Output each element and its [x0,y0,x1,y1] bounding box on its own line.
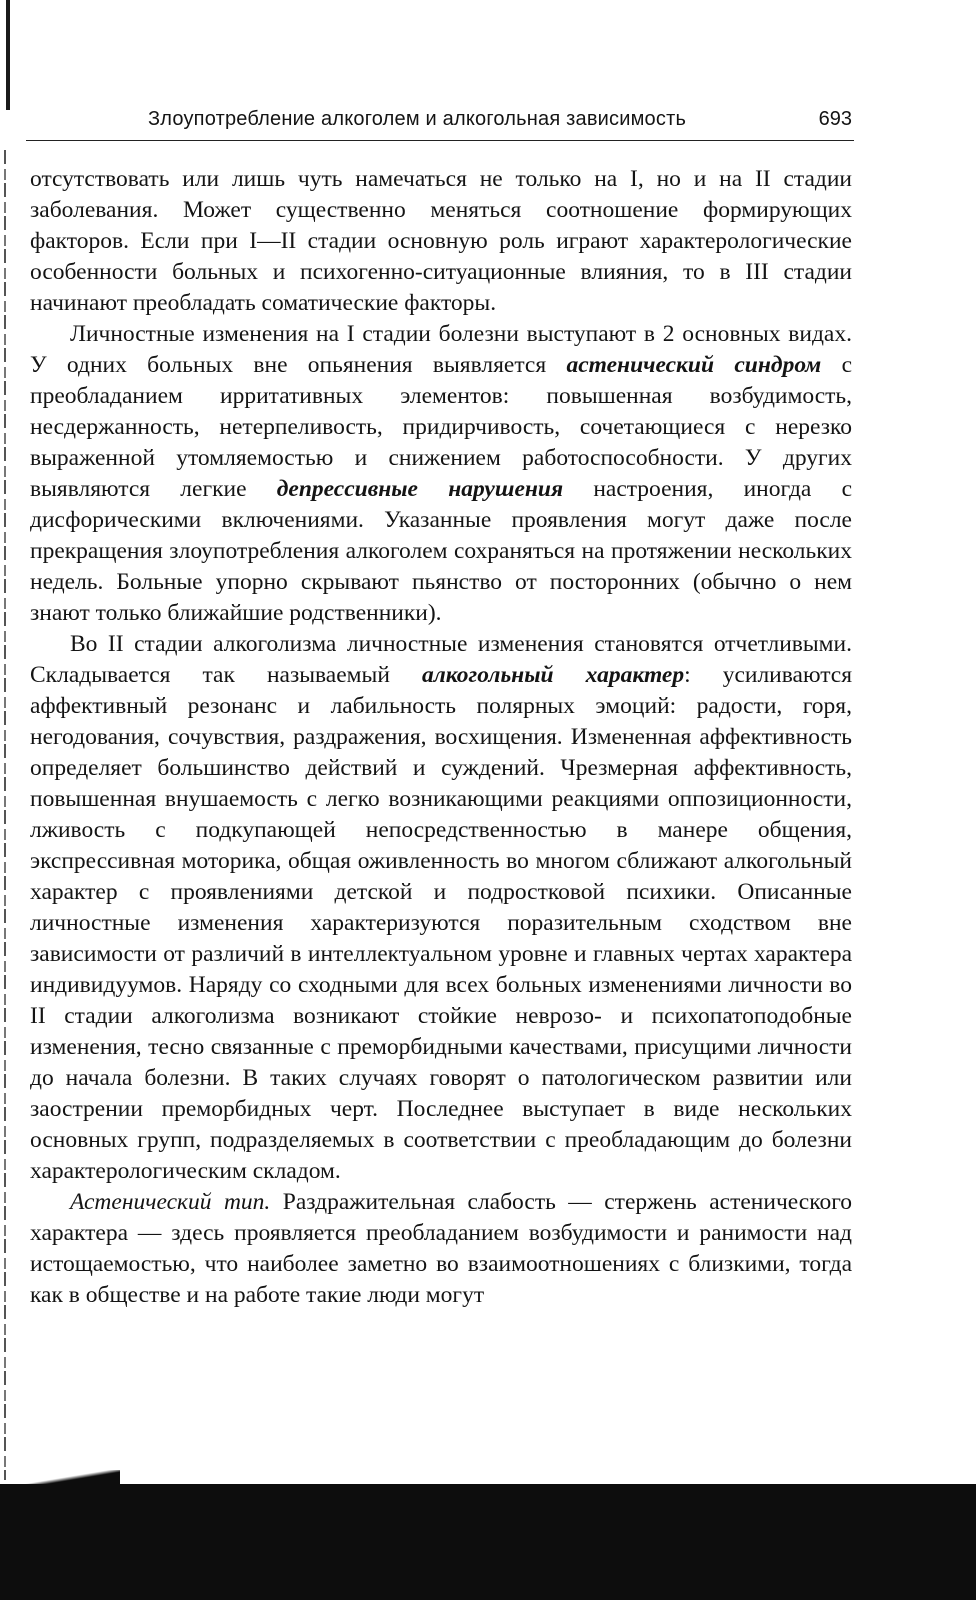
scan-binding-shadow [4,150,6,1480]
paragraph-text: с преобладанием ирритативных элементов: повышенная возбудимость, несдержанность, нетерпеливость, придирчивость, сочетающиеся с нерезко выраженной утомляемостью и снижением работоспособности. У других выявляются легкие [30,352,853,502]
scan-bottom-shadow [0,1484,976,1600]
paragraph-text: Во II стадии алкоголизма личностные изменения становятся отчетливыми. Складывается так называемый [30,631,852,688]
term-depressive-disorders: депрессивные нарушения [276,476,564,502]
term-asthenic-syndrome: астенический синдром [566,352,822,378]
page-number: 693 [818,108,852,130]
paragraph-text: настроения, иногда с дисфорическими включениями. Указанные проявления могут даже после прекращения злоупотребления алкоголем сохраняться на протяжении нескольких недель. Больные упорно скрывают пьянство от посторонних (обычно о нем знают только ближайшие родственники). [30,476,852,626]
term-alcoholic-character: алкогольный характер [421,662,685,688]
running-title: Злоупотребление алкоголем и алкогольная зависимость [148,108,687,130]
running-header [26,102,854,141]
paragraph-stage-one [30,319,852,629]
paragraph-text: отсутствовать или лишь чуть намечаться не только на I, но и на II стадии заболевания. Может существенно меняться соотношение формирующих факторов. Если при I—II стадии основную роль играют характерологические особенности больных и психогенно-ситуационные влияния, то в III стадии начинают преобладать соматические факторы. [30,166,852,316]
paragraph-lead-in: Астенический тип. [70,1189,271,1215]
paragraph-text: Раздражительная слабость — стержень астенического характера — здесь проявляется преобладанием возбудимости и ранимости над истощаемостью, что наиболее заметно во взаимоотношениях с близкими, тогда как в обществе и на работе такие люди могут [30,1189,852,1308]
page-body [30,164,852,1311]
scan-binding-edge [6,0,10,110]
paragraph-text: Личностные изменения на I стадии болезни выступают в 2 основных видах. У одних больных вне опьянения выявляется [30,321,852,378]
paragraph-asthenic-type [30,1187,852,1311]
paragraph-continuation [30,164,852,319]
paragraph-text: : усиливаются аффективный резонанс и лабильность полярных эмоций: радости, горя, негодования, сочувствия, раздражения, восхищения. Измененная аффективность определяет большинство действий и суждений. Чрезмерная аффективность, повышенная внушаемость с легко возникающими реакциями оппозиционности, лживость с подкупающей непосредственностью в манере общения, экспрессивная моторика, общая оживленность во многом сближают алкогольный характер с проявлениями детской и подростковой психики. Описанные личностные изменения характеризуются поразительным сходством вне зависимости от различий в интеллектуальном уровне и главных чертах характера индивидуумов. Наряду со сходными для всех больных изменениями личности во II стадии алкоголизма возникают стойкие неврозо- и психопатоподобные изменения, тесно связанные с преморбидными качествами, присущими личности до начала болезни. В таких случаях говорят о патологическом развитии или заострении преморбидных черт. Последнее выступает в виде нескольких основных групп, подразделяемых в соответствии с преобладающим до болезни характерологическим складом. [30,662,853,1184]
paragraph-stage-two [30,629,852,1187]
